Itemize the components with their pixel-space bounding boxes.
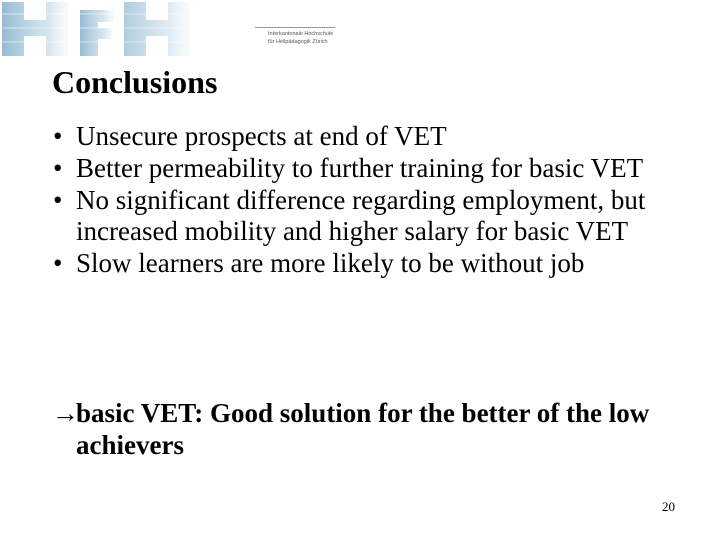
bullet-text: No significant difference regarding employment, but increased mobility and higher salary for basic VET xyxy=(76,185,646,246)
bullet-item xyxy=(52,248,702,279)
hfh-watermark-logo xyxy=(0,0,250,58)
bullet-item xyxy=(52,185,702,246)
bullet-marker: • xyxy=(53,153,63,183)
bullet-list xyxy=(52,121,702,280)
logo-divider xyxy=(255,27,335,28)
logo-institution-line-1: Interkantonale Hochschule xyxy=(268,31,334,37)
bullet-text: Better permeability to further training for basic VET xyxy=(76,153,644,183)
conclusion-statement xyxy=(52,397,702,461)
bullet-item xyxy=(52,121,702,152)
page-number: 20 xyxy=(662,499,675,514)
right-arrow-icon: → xyxy=(52,398,79,428)
conclusion-text: basic VET: Good solution for the better of the low achievers xyxy=(76,398,650,460)
bullet-text: Unsecure prospects at end of VET xyxy=(76,121,447,151)
logo-institution-line-2: für Heilpädagogik Zürich xyxy=(268,39,328,45)
bullet-marker: • xyxy=(53,185,63,215)
bullet-item xyxy=(52,153,702,184)
slide-title: Conclusions xyxy=(52,64,218,100)
slide-header xyxy=(0,0,720,60)
bullet-marker: • xyxy=(53,121,63,151)
bullet-marker: • xyxy=(53,247,63,278)
bullet-text: Slow learners are more likely to be without job xyxy=(76,247,585,278)
